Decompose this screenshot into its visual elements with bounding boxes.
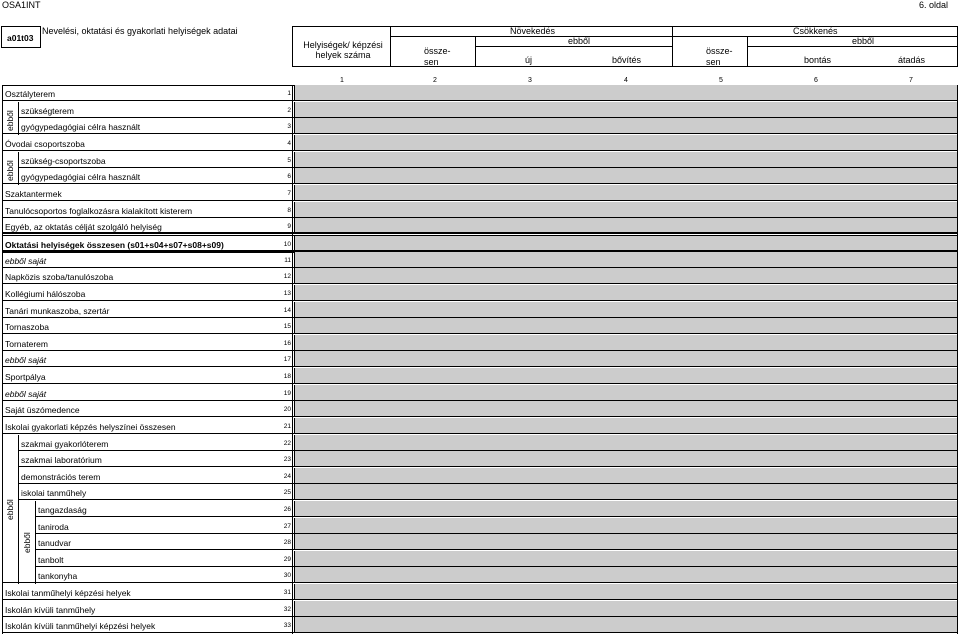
table-row: szakmai gyakorlóterem 22	[2, 435, 957, 451]
form-code: OSA1INT	[2, 0, 41, 10]
col-header-increase-total: össze- sen	[424, 46, 451, 68]
ebbol-group-label: ebből	[5, 110, 15, 131]
col-number: 6	[814, 77, 818, 84]
col-header-increase: Növekedés	[510, 26, 556, 36]
header-divider	[390, 26, 391, 67]
table-row: gyógypedagógiai célra használt 6	[2, 168, 957, 184]
table-row: Iskolai gyakorlati képzés helyszínei összesen 21	[2, 418, 957, 434]
table-row: gyógypedagógiai célra használt 3	[2, 118, 957, 134]
table-row: Óvodai csoportszoba 4	[2, 135, 957, 151]
table-row-total: Oktatási helyiségek összesen (s01+s04+s07+s08+s09) 10	[2, 235, 957, 253]
table-row: Iskolán kívüli tanműhely 32	[2, 601, 957, 617]
ebbol-group-label: ebből	[5, 160, 15, 181]
table-row: tanbolt 29	[2, 551, 957, 567]
table-row: szakmai laboratórium 23	[2, 451, 957, 467]
header-top-line	[292, 26, 957, 27]
table-id-box	[1, 26, 41, 48]
table-row: tanudvar 28	[2, 534, 957, 550]
table-row: Tanulócsoportos foglalkozásra kialakított kisterem 8	[2, 202, 957, 218]
group-divider	[35, 501, 36, 584]
table-row: Iskolán kívüli tanműhelyi képzési helyek 33	[2, 617, 957, 633]
col-header-new: új	[525, 55, 533, 65]
ebbol-group-label: ebből	[22, 532, 32, 553]
table-row: Szaktantermek 7	[2, 185, 957, 201]
table-row: tankonyha 30	[2, 567, 957, 583]
group-divider	[18, 435, 19, 584]
col-number: 2	[433, 77, 437, 84]
table-row: Saját üszómedence 20	[2, 401, 957, 417]
ebbol-group-label: ebből	[5, 499, 15, 520]
group-divider	[18, 152, 19, 185]
table-row: Osztályterem 1	[2, 85, 957, 101]
header-bottom-line	[292, 66, 957, 67]
table-id: a01t03	[7, 33, 34, 43]
header-left-border	[292, 26, 293, 67]
table-row: Sportpálya 18	[2, 368, 957, 384]
table-row: Tanári munkaszoba, szertár 14	[2, 302, 957, 318]
col-header-decrease: Csökkenés	[793, 26, 838, 36]
col-header-handover: átadás	[898, 55, 926, 65]
table-row: taniroda 27	[2, 518, 957, 534]
col-header-decrease-ebbol: ebből	[852, 36, 875, 46]
table-row: iskolai tanműhely 25	[2, 484, 957, 500]
table-row: szükségterem 2	[2, 102, 957, 118]
table-row: Egyéb, az oktatás célját szolgáló helyiség 9	[2, 218, 957, 234]
header-divider	[475, 37, 476, 67]
col-number: 1	[340, 77, 344, 84]
header-divider	[747, 37, 748, 67]
col-header-decrease-total: össze- sen	[706, 46, 733, 68]
col-number: 7	[909, 77, 913, 84]
col-number: 4	[624, 77, 628, 84]
table-right-border	[957, 85, 958, 634]
table-row: szükség-csoportszoba 5	[2, 152, 957, 168]
col-header-increase-ebbol: ebből	[568, 36, 591, 46]
col-header-count: Helyiségek/ képzési helyek száma	[303, 40, 383, 61]
table-row: ebből saját 19	[2, 385, 957, 401]
page-number: 6. oldal	[918, 0, 948, 10]
table-row: tangazdaság 26	[2, 501, 957, 517]
table-row: ebből saját 11	[2, 252, 957, 268]
header-right-border	[957, 26, 958, 67]
col-header-expansion: bővítés	[612, 55, 642, 65]
table-row: ebből saját 17	[2, 351, 957, 367]
header-divider	[672, 26, 673, 67]
table-row: Iskolai tanműhelyi képzési helyek 31	[2, 584, 957, 600]
header-line	[747, 46, 957, 47]
table-row: Kollégiumi hálószoba 13	[2, 285, 957, 301]
table-row: Tornaszoba 15	[2, 318, 957, 334]
table-row: Tornaterem 16	[2, 335, 957, 351]
table-row: Napközis szoba/tanulószoba 12	[2, 268, 957, 284]
group-divider	[18, 102, 19, 135]
col-number: 3	[528, 77, 532, 84]
col-number: 5	[719, 77, 723, 84]
table-title: Nevelési, oktatási és gyakorlati helyiségek adatai	[42, 26, 238, 36]
col-header-demolition: bontás	[804, 55, 832, 65]
table-row: demonstrációs terem 24	[2, 468, 957, 484]
header-line	[475, 46, 672, 47]
